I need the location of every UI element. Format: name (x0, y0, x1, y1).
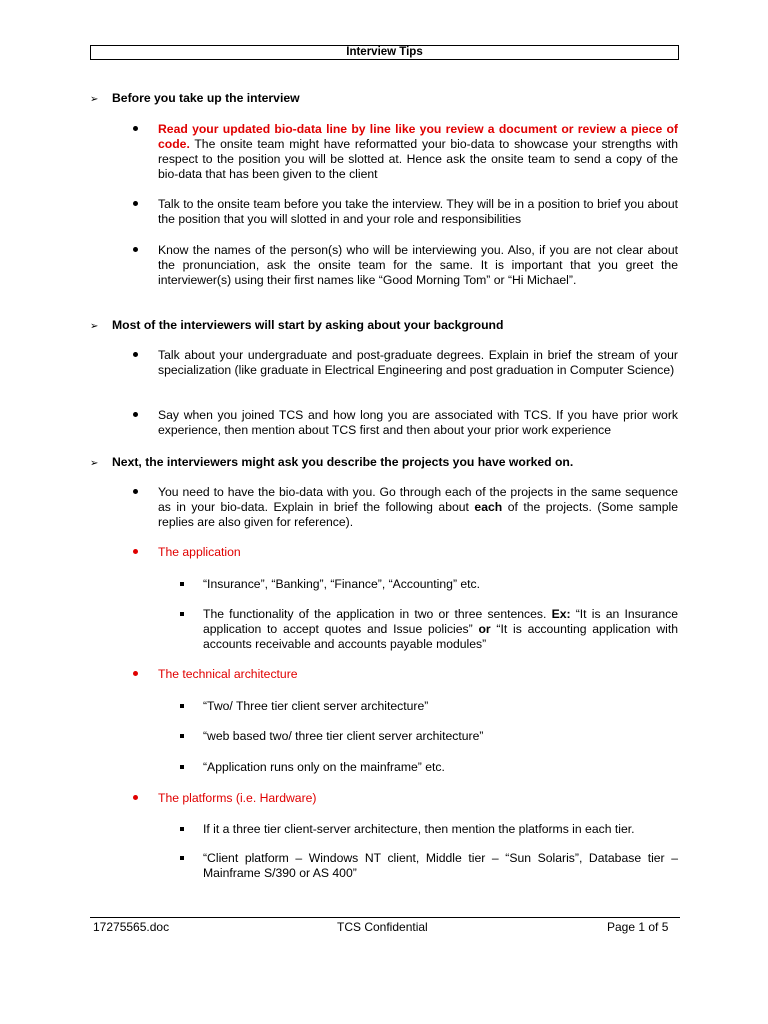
list-item: You need to have the bio-data with you. Go through each of the projects in the same sequence as in your bio-data. Explain in brief the following about each of the projects. (Some sample replies are also given for reference). (158, 485, 678, 529)
arrow-bullet-icon: ➢ (90, 321, 99, 332)
footer-confidential: TCS Confidential (337, 920, 428, 934)
bullet-dot-icon (133, 197, 143, 212)
emphasis-text: Read your updated bio-data line by line like you review a document or review a piece of code. (158, 122, 678, 151)
list-item: Know the names of the person(s) who will be interviewing you. Also, if you are not clear about the pronunciation, ask the onsite team for the same. It is important that you greet the interviewer(s) using their first names like “Good Morning Tom” or “Hi Michael”. (158, 243, 678, 287)
section-heading-before-interview: ➢ Before you take up the interview (90, 91, 300, 105)
topic-heading: The application (158, 545, 241, 559)
topic-heading: The platforms (i.e. Hardware) (158, 791, 317, 805)
bullet-dot-icon (133, 348, 143, 363)
footer-divider (90, 917, 680, 918)
bullet-dot-icon (133, 243, 143, 258)
square-bullet-icon (180, 760, 190, 775)
list-item: Say when you joined TCS and how long you are associated with TCS. If you have prior work experience, then mention about TCS first and then about your prior work experience (158, 408, 678, 437)
square-bullet-icon (180, 822, 190, 837)
square-bullet-icon (180, 577, 190, 592)
bullet-dot-icon (133, 122, 143, 137)
square-bullet-icon (180, 729, 190, 744)
square-bullet-icon (180, 851, 190, 866)
sub-item: The functionality of the application in two or three sentences. Ex: “It is an Insurance application to accept quotes and Issue policies” or “It is accounting application with accounts receivable and accounts payable modules” (203, 607, 678, 651)
sub-item: “Client platform – Windows NT client, Middle tier – “Sun Solaris”, Database tier – Mainframe S/390 or AS 400” (203, 851, 678, 880)
bullet-dot-icon (133, 791, 143, 806)
list-item: Read your updated bio-data line by line like you review a document or review a piece of code. The onsite team might have reformatted your bio-data to showcase your strengths with respect to the position you will be slotted at. Hence ask the onsite team to send a copy of the bio-data that has been given to the client (158, 122, 678, 181)
bullet-dot-icon (133, 667, 143, 682)
footer-filename: 17275565.doc (93, 920, 170, 934)
arrow-bullet-icon: ➢ (90, 94, 99, 105)
sub-item: “Two/ Three tier client server architecture” (203, 699, 429, 713)
list-item: Talk about your undergraduate and post-graduate degrees. Explain in brief the stream of your specialization (like graduate in Electrical Engineering and post graduation in Computer Science) (158, 348, 678, 377)
sub-item: “Insurance”, “Banking”, “Finance”, “Accounting” etc. (203, 577, 481, 591)
footer-page-number: Page 1 of 5 (607, 920, 669, 934)
list-item: Talk to the onsite team before you take the interview. They will be in a position to brief you about the position that you will slotted in and your role and responsibilities (158, 197, 678, 226)
sub-item: If it a three tier client-server architecture, then mention the platforms in each tier. (203, 822, 635, 836)
topic-heading: The technical architecture (158, 667, 298, 681)
bullet-dot-icon (133, 545, 143, 560)
sub-item: “web based two/ three tier client server architecture” (203, 729, 484, 743)
section-heading-background: ➢ Most of the interviewers will start by asking about your background (90, 318, 504, 332)
bullet-dot-icon (133, 408, 143, 423)
square-bullet-icon (180, 607, 190, 622)
arrow-bullet-icon: ➢ (90, 458, 99, 469)
bullet-dot-icon (133, 485, 143, 500)
page-title: Interview Tips (90, 45, 679, 60)
square-bullet-icon (180, 699, 190, 714)
section-heading-projects: ➢ Next, the interviewers might ask you describe the projects you have worked on. (90, 455, 574, 469)
sub-item: “Application runs only on the mainframe” etc. (203, 760, 445, 774)
